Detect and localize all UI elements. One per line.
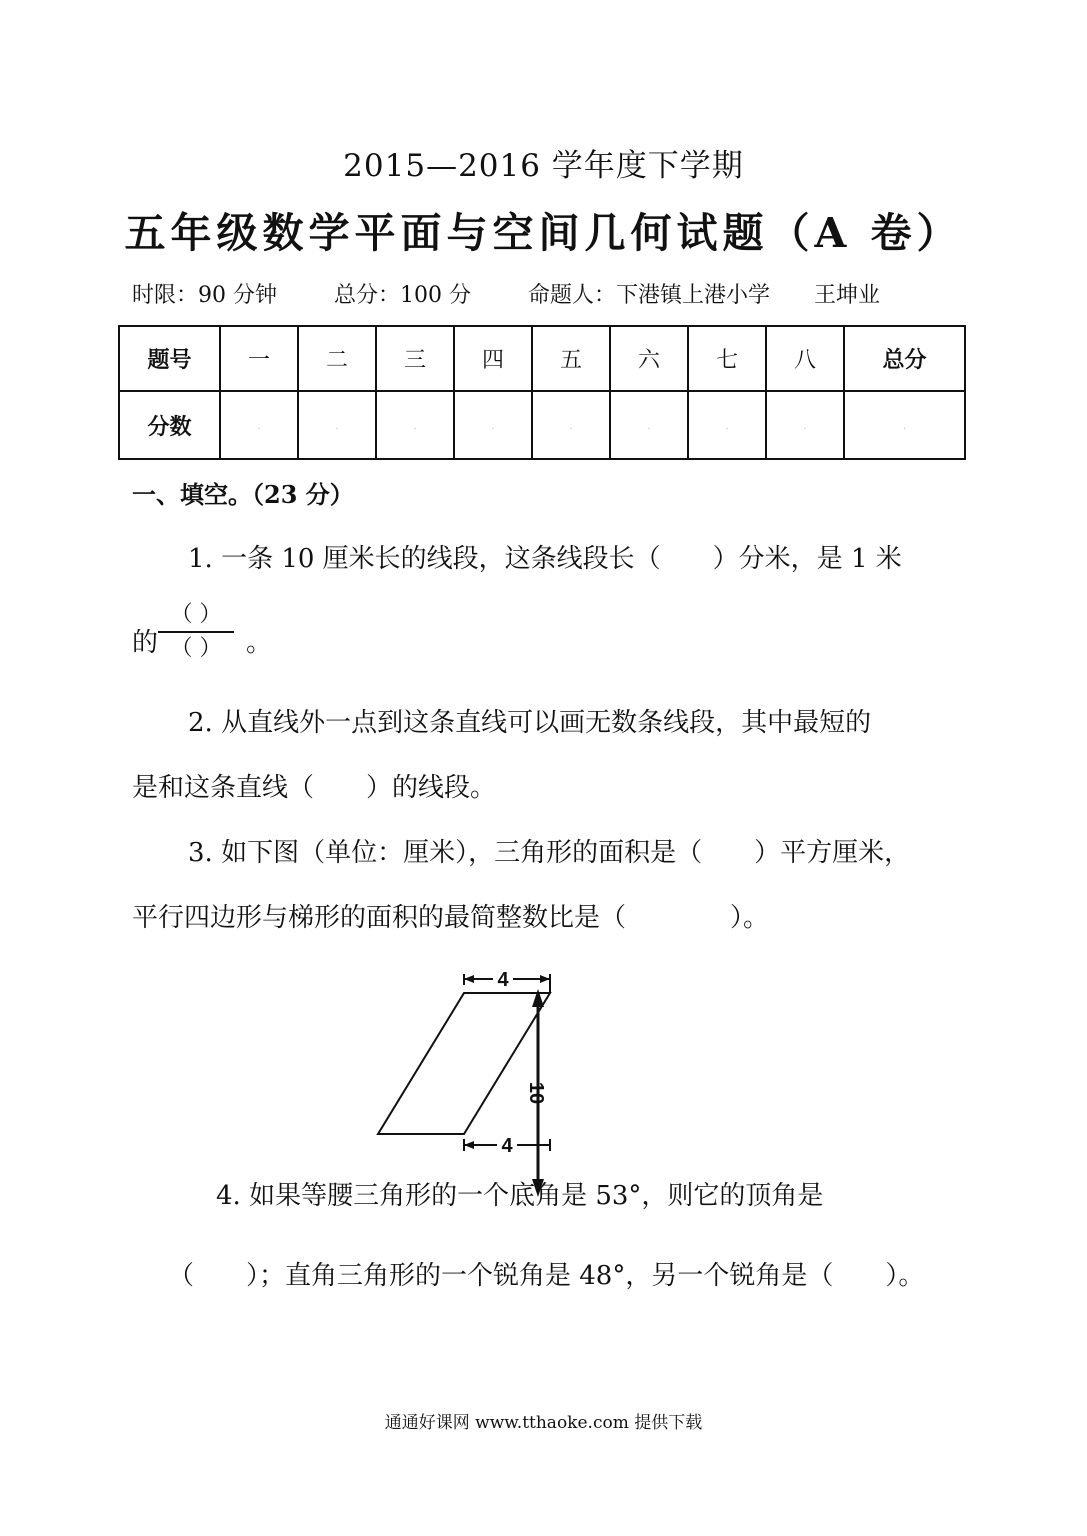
question-2-line-1: 2. 从直线外一点到这条直线可以画无数条线段，其中最短的 xyxy=(188,708,872,738)
table-cell: 五 xyxy=(532,326,610,391)
fraction-bar xyxy=(158,631,234,633)
score-cell[interactable] xyxy=(844,391,965,459)
score-cell[interactable] xyxy=(532,391,610,459)
table-cell: 七 xyxy=(688,326,766,391)
fraction-denominator: （ ） xyxy=(170,636,222,661)
table-cell: 三 xyxy=(376,326,454,391)
table-cell: 总分 xyxy=(844,326,965,391)
question-1-end: 。 xyxy=(246,628,273,658)
question-4-line-1: 4. 如果等腰三角形的一个底角是 53°，则它的顶角是 xyxy=(216,1181,824,1211)
question-3-line-2: 平行四边形与梯形的面积的最简整数比是（ ）。 xyxy=(132,903,770,933)
question-2-line-2: 是和这条直线（ ）的线段。 xyxy=(132,773,497,803)
score-cell[interactable] xyxy=(220,391,298,459)
table-cell: 题号 xyxy=(119,326,220,391)
fraction-blank[interactable] xyxy=(158,600,234,664)
time-limit: 时限：90 分钟 xyxy=(132,283,277,308)
footer-source: 通通好课网 www.tthaoke.com 提供下载 xyxy=(384,1413,703,1433)
exam-title: 五年级数学平面与空间几何试题（A 卷） xyxy=(124,209,963,257)
question-4-line-2: （ ）；直角三角形的一个锐角是 48°，另一个锐角是（ ）。 xyxy=(168,1261,925,1291)
height-arrow-up xyxy=(532,989,544,1007)
top-length-label: 4 xyxy=(497,969,509,991)
score-cell[interactable] xyxy=(610,391,688,459)
bottom-arrow-left xyxy=(464,1141,474,1149)
top-arrow-left xyxy=(464,975,474,983)
parallelogram-shape xyxy=(378,993,550,1134)
exam-meta xyxy=(132,278,930,309)
score-cell[interactable] xyxy=(688,391,766,459)
table-row xyxy=(119,391,965,459)
parallelogram-figure xyxy=(360,965,570,1200)
fraction-numerator: （ ） xyxy=(170,602,222,627)
total-score: 总分：100 分 xyxy=(334,283,471,308)
score-cell[interactable] xyxy=(454,391,532,459)
question-3-line-1: 3. 如下图（单位：厘米），三角形的面积是（ ）平方厘米， xyxy=(188,838,911,868)
table-cell: 六 xyxy=(610,326,688,391)
section-heading: 一、填空。（23 分） xyxy=(132,480,354,509)
score-cell[interactable] xyxy=(376,391,454,459)
question-1-line-2-prefix: 的 xyxy=(132,628,159,658)
table-cell: 分数 xyxy=(119,391,220,459)
table-cell: 八 xyxy=(766,326,844,391)
height-label: 10 xyxy=(525,1081,547,1105)
score-table xyxy=(118,325,966,460)
score-cell[interactable] xyxy=(766,391,844,459)
table-row xyxy=(119,326,965,391)
table-cell: 二 xyxy=(298,326,376,391)
table-cell: 一 xyxy=(220,326,298,391)
top-arrow-right xyxy=(540,975,550,983)
question-1-line-1: 1. 一条 10 厘米长的线段，这条线段长（ ）分米，是 1 米 xyxy=(188,544,902,574)
exam-term: 2015—2016 学年度下学期 xyxy=(343,148,744,184)
score-cell[interactable] xyxy=(298,391,376,459)
author: 命题人：下港镇上港小学 王坤业 xyxy=(528,283,881,308)
table-cell: 四 xyxy=(454,326,532,391)
bottom-length-label: 4 xyxy=(501,1135,513,1157)
